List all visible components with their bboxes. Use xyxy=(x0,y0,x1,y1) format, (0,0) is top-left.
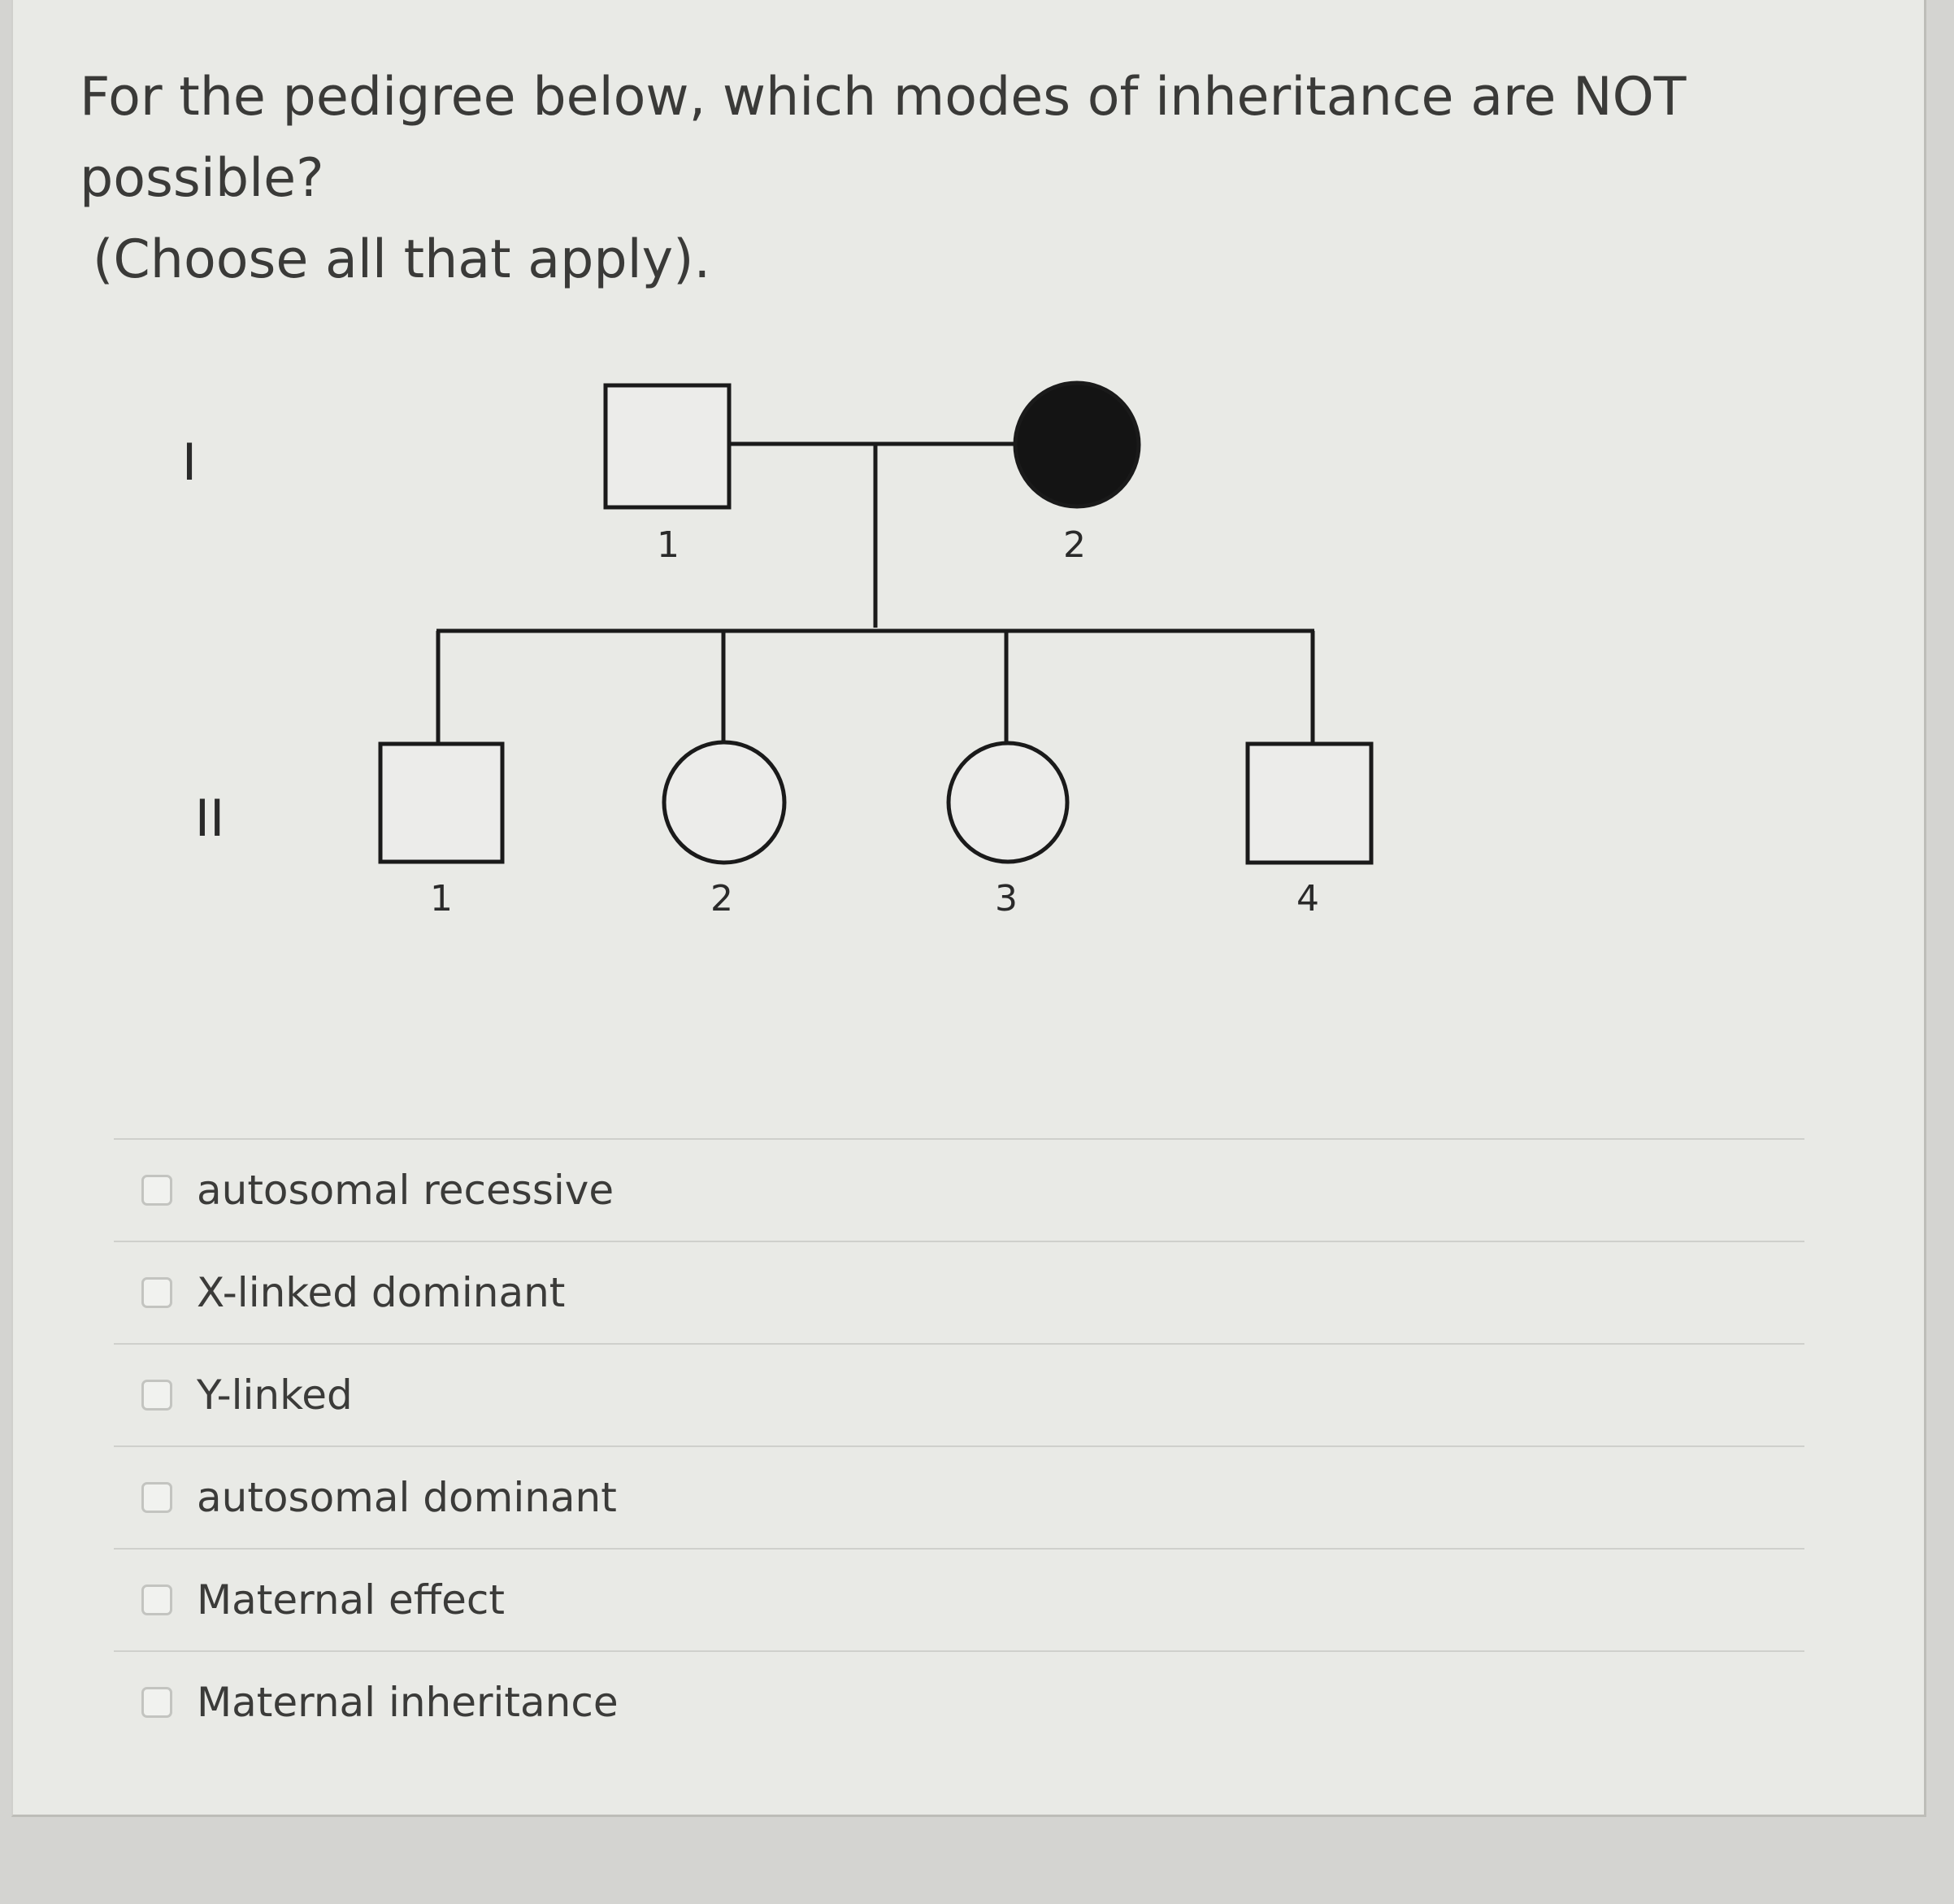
generation-label-II: II xyxy=(194,789,225,848)
answer-options xyxy=(114,1138,1804,1753)
checkbox[interactable] xyxy=(141,1175,172,1206)
individual-I-2-affected-female xyxy=(1015,383,1139,506)
answer-option-autosomal-recessive[interactable] xyxy=(114,1138,1804,1241)
checkbox[interactable] xyxy=(141,1277,172,1308)
answer-option-x-linked-dominant[interactable] xyxy=(114,1241,1804,1343)
individual-number: 2 xyxy=(710,878,733,919)
answer-label: autosomal dominant xyxy=(197,1474,617,1521)
individual-II-2-unaffected-female xyxy=(664,742,784,863)
answer-option-maternal-effect[interactable] xyxy=(114,1548,1804,1650)
answer-label: Maternal effect xyxy=(197,1576,506,1624)
checkbox[interactable] xyxy=(141,1584,172,1615)
answer-option-y-linked[interactable] xyxy=(114,1343,1804,1445)
individual-II-1-unaffected-male xyxy=(380,744,502,862)
answer-option-maternal-inheritance[interactable] xyxy=(114,1650,1804,1753)
answer-label: Maternal inheritance xyxy=(197,1679,619,1726)
answer-label: autosomal recessive xyxy=(197,1167,614,1214)
individual-number: 4 xyxy=(1296,878,1319,919)
individual-II-4-unaffected-male xyxy=(1248,744,1371,863)
individual-number: 2 xyxy=(1063,524,1086,566)
answer-option-autosomal-dominant[interactable] xyxy=(114,1445,1804,1548)
individual-number: 1 xyxy=(657,524,680,566)
checkbox[interactable] xyxy=(141,1482,172,1513)
individual-number: 3 xyxy=(995,878,1018,919)
answer-label: Y-linked xyxy=(197,1371,353,1419)
answer-label: X-linked dominant xyxy=(197,1269,566,1316)
checkbox[interactable] xyxy=(141,1687,172,1718)
checkbox[interactable] xyxy=(141,1380,172,1411)
generation-label-I: I xyxy=(181,433,198,492)
question-line-2: (Choose all that apply). xyxy=(93,229,711,290)
question-line-1: For the pedigree below, which modes of inheritance are NOT possible? xyxy=(80,67,1687,209)
individual-II-3-unaffected-female xyxy=(949,743,1067,862)
individual-number: 1 xyxy=(430,878,453,919)
individual-I-1-unaffected-male xyxy=(606,385,729,507)
